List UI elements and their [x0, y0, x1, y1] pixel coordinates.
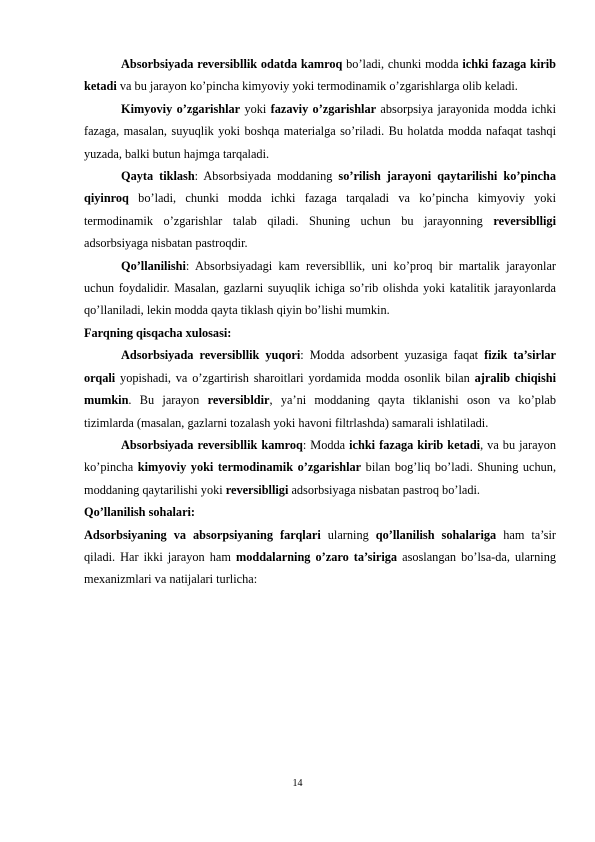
bold-text: ichki fazaga kirib ketadi: [84, 57, 557, 94]
bold-text: Qo’llanilishi: [121, 258, 186, 273]
text: , ya’ni moddaning qayta tiklanishi oson va ko’plab tizimlarda (masalan, gazlarni tozalash yoki havoni filtrlashda) samarali ishlatiladi.: [84, 393, 556, 430]
bold-text: fazaviy o’zgarishlar: [270, 101, 377, 116]
bold-text: reversibldir: [207, 393, 270, 408]
bold-text: reversiblligi: [493, 213, 556, 228]
paragraph: [84, 255, 556, 322]
heading-text: Farqning qisqacha xulosasi:: [84, 325, 232, 340]
bold-text: ajralib chiqishi mumkin: [84, 370, 556, 408]
page-number: 14: [292, 778, 303, 789]
bold-text: kimyoviy yoki termodinamik o’zgarishlar: [137, 460, 362, 475]
text: adsorbsiyaga nisbatan pastroqdir.: [84, 236, 248, 251]
text: va bu jarayon ko’pincha kimyoviy yoki termodinamik o’zgarishlarga olib keladi.: [116, 79, 518, 94]
bold-text: moddalarning o’zaro ta’siriga: [235, 549, 398, 564]
text: : Modda adsorbent yuzasiga faqat: [300, 348, 485, 363]
paragraph: [84, 434, 556, 501]
bold-text: reversiblligi: [225, 482, 289, 497]
text: asoslangan bo’lsa-da, ularning mexanizmlari va natijalari turlicha:: [84, 549, 556, 587]
heading-text: Qo’llanilish sohalari:: [84, 505, 196, 520]
text: : Absorbsiyada moddaning: [194, 169, 339, 184]
bold-text: fizik ta’sirlar orqali: [84, 348, 556, 385]
text: absorpsiya jarayonida modda ichki fazaga, masalan, suyuqlik yoki boshqa materialga so’riladi. Bu holatda modda nafaqat tashqi yuzada, balki butun hajmga tarqaladi.: [84, 101, 556, 161]
text: adsorbsiyaga nisbatan pastroq bo’ladi.: [288, 482, 480, 497]
text: yoki: [240, 101, 271, 116]
bold-text: Absorbsiyada reversibllik odatda kamroq: [121, 57, 343, 71]
bold-text: qo’llanilish sohalariga: [375, 527, 497, 542]
text: ularning: [320, 527, 376, 542]
text: , va bu jarayon ko’pincha: [84, 437, 556, 475]
bold-text: Adsorbsiyada reversibllik yuqori: [121, 348, 301, 363]
text: . Bu jarayon: [128, 393, 208, 408]
text: : Modda: [302, 437, 350, 452]
section-heading: [84, 322, 556, 344]
paragraph: [84, 524, 556, 591]
document-body: [84, 53, 556, 591]
text: bo’ladi, chunki modda: [342, 57, 463, 71]
paragraph: [84, 344, 556, 434]
text: yopishadi, va o’zgartirish sharoitlari yordamida modda osonlik bilan: [115, 370, 475, 385]
paragraph: [84, 98, 556, 165]
text: : Absorbsiyadagi kam reversibllik, uni ko’proq bir martalik jarayonlar uchun foydalidir. Masalan, gazlarni suyuqlik ichiga so’rib olishda yoki katalitik jarayonlarda qo’llaniladi, lekin modda qayta tiklash qiyin bo’lishi mumkin.: [84, 258, 556, 318]
bold-text: Qayta tiklash: [121, 169, 195, 184]
paragraph: [84, 53, 556, 98]
bold-text: so’rilish jarayoni qaytarilishi ko’pincha qiyinroq: [84, 169, 556, 206]
bold-text: ichki fazaga kirib ketadi: [349, 437, 481, 452]
bold-text: Adsorbsiyaning va absorpsiyaning farqlari: [84, 527, 321, 542]
section-heading: [84, 501, 556, 523]
bold-text: Absorbsiyada reversibllik kamroq: [121, 437, 303, 452]
text: bilan bog’liq bo’ladi. Shuning uchun, moddaning qaytarilishi yoki: [84, 460, 557, 497]
text: bo’ladi, chunki modda ichki fazaga tarqaladi va ko’pincha kimyoviy yoki termodinamik o’zgarishlar talab qiladi. Shuning uchun bu jarayonning: [84, 191, 556, 228]
text: ham ta’sir qiladi. Har ikki jarayon ham: [84, 527, 556, 564]
paragraph: [84, 165, 556, 255]
bold-text: Kimyoviy o’zgarishlar: [121, 101, 241, 116]
